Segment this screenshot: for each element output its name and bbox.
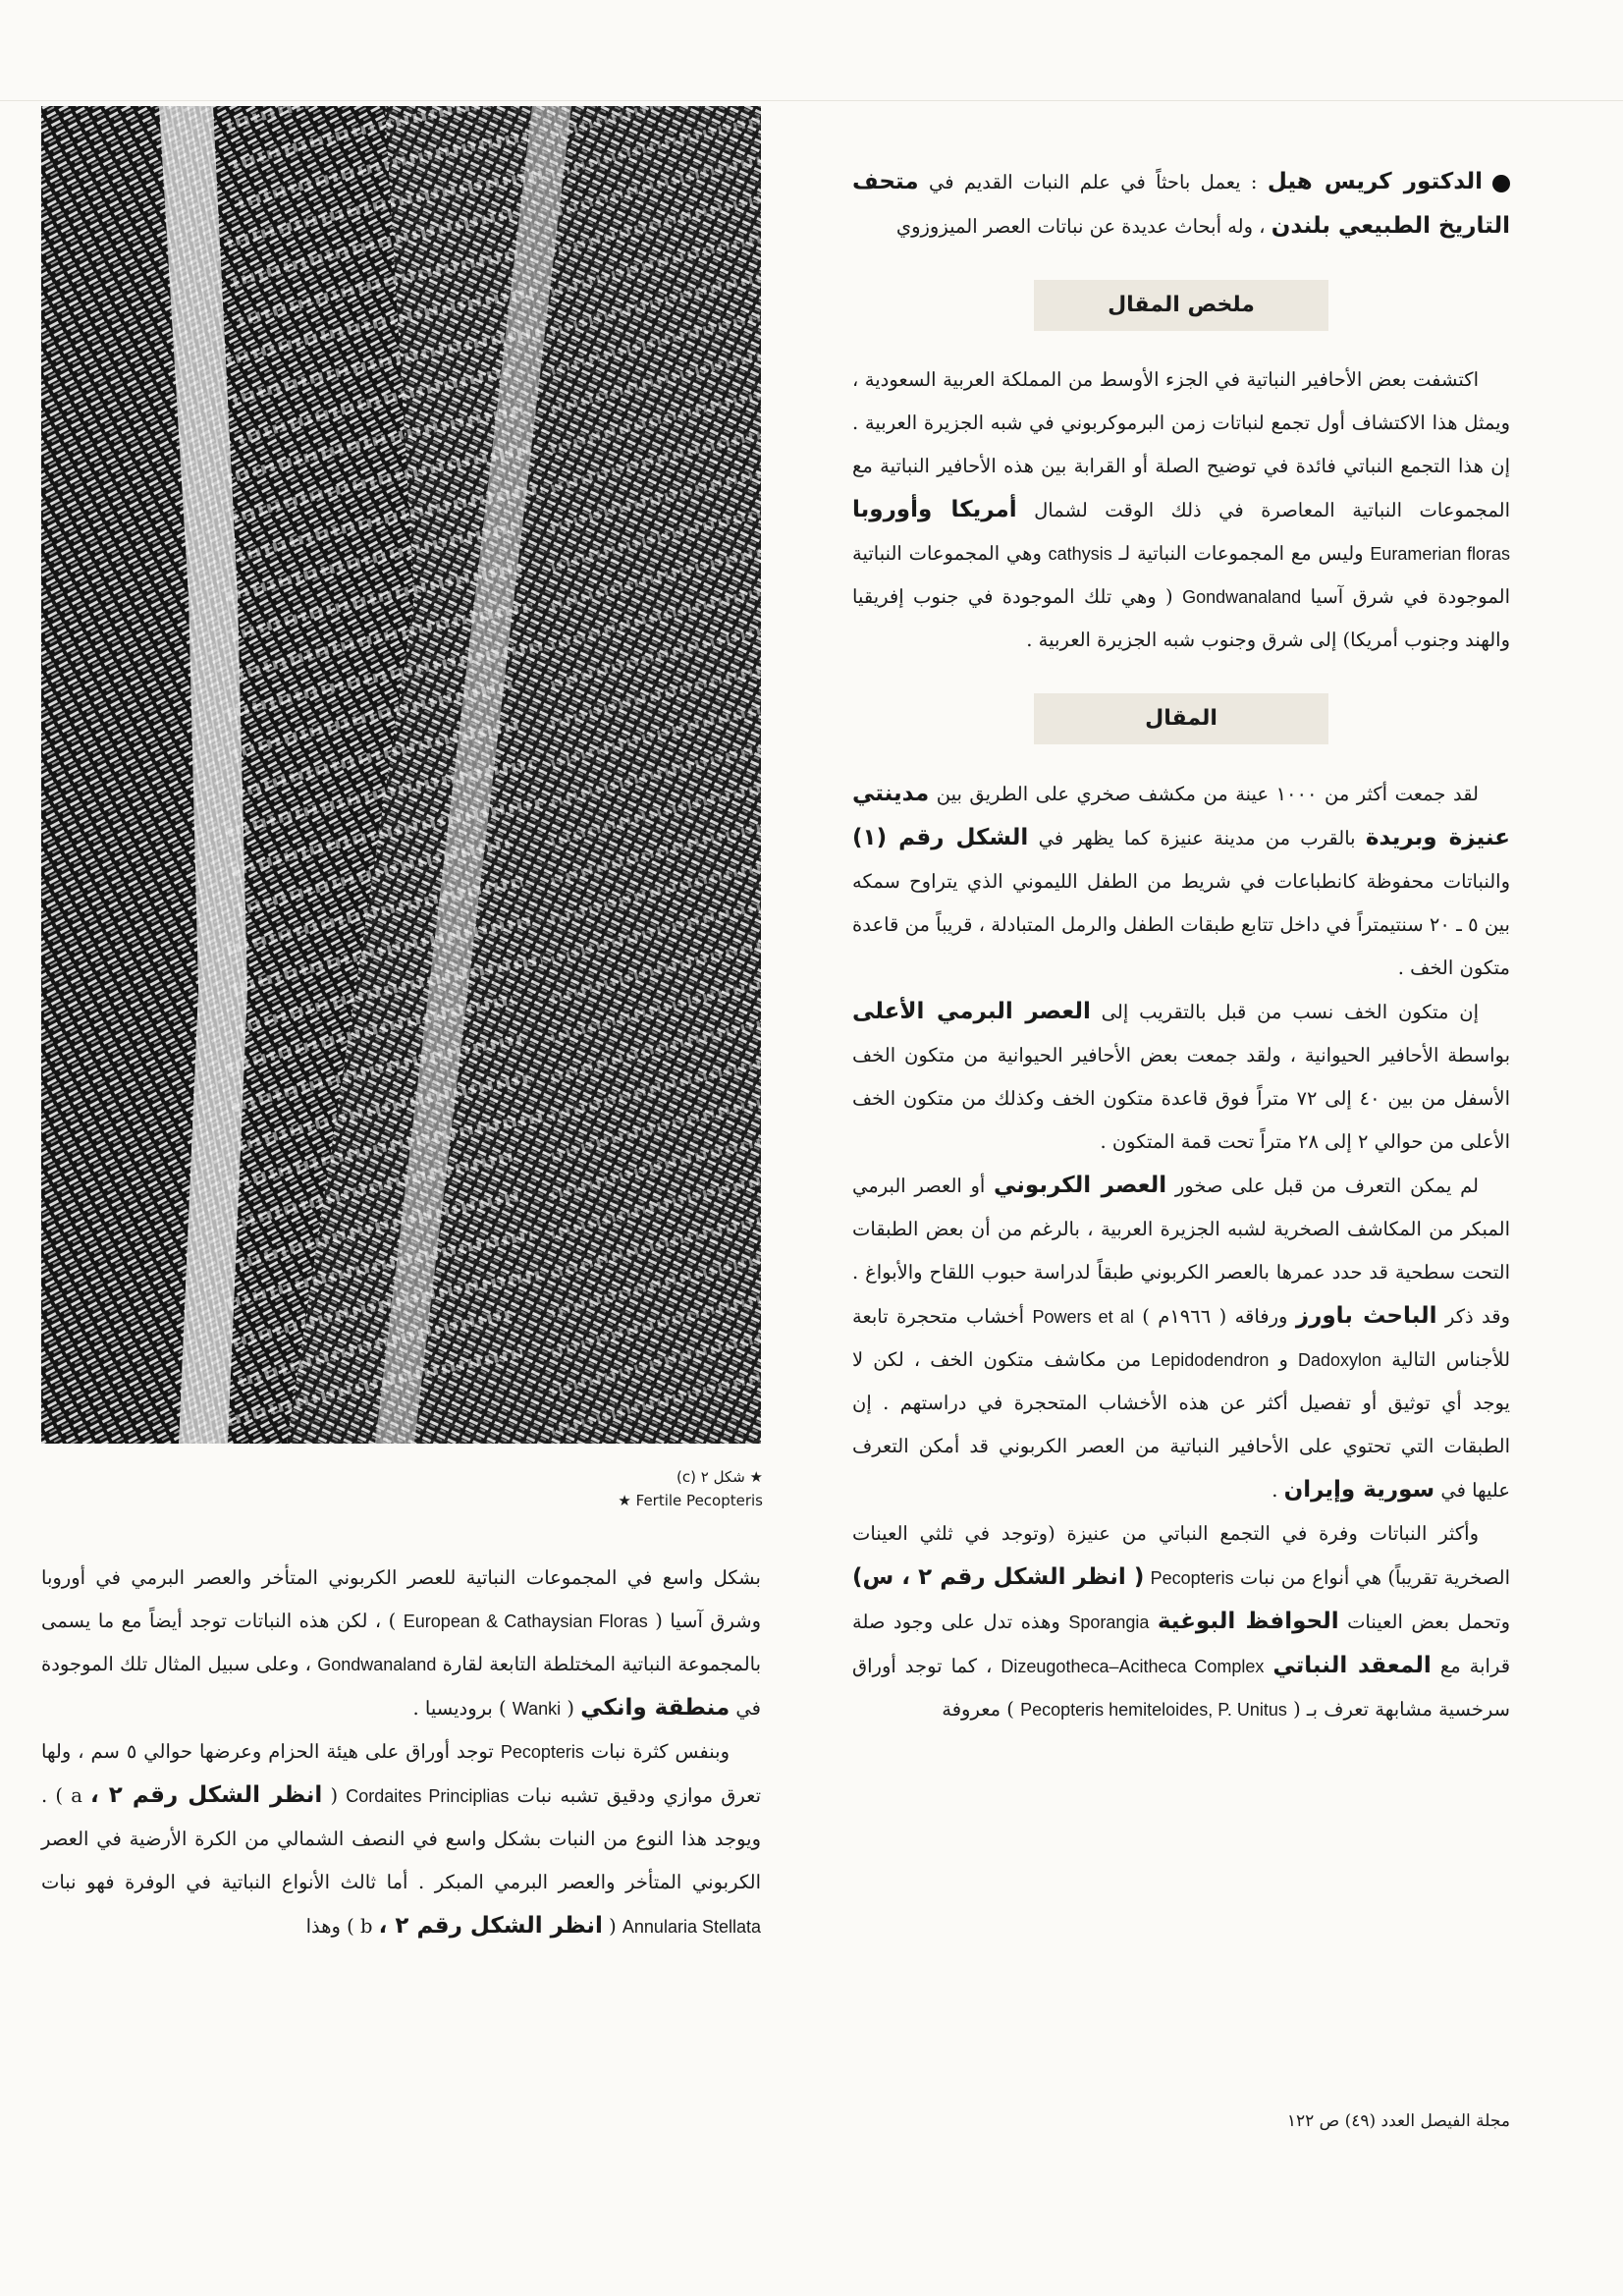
left-paragraph-1: بشكل واسع في المجموعات النباتية للعصر الكربوني المتأخر والعصر البرمي في أوروبا وشرق آسيا ( European & Cathaysian Floras ) ، لكن هذه النباتات توجد أيضاً مع ما يسمى بالمجموعة النباتية المختلطة التابعة لقارة Gondwanaland ، وعلى سبيل المثال تلك الموجودة في منطقة وانكي ( Wanki ) بروديسيا .	[41, 1566, 762, 1721]
bullet-icon	[1492, 175, 1510, 192]
caption-arabic: ★ شكل ٢ (c)	[676, 1468, 763, 1486]
summary-heading: ملخص المقال	[1034, 280, 1328, 331]
article-heading: المقال	[1034, 693, 1328, 744]
figure-caption	[618, 1465, 763, 1512]
page-footer: مجلة الفيصل العدد (٤٩) ص ١٢٢	[1286, 2111, 1510, 2131]
museum-name: متحف التاريخ الطبيعي بلندن	[852, 169, 1510, 239]
author-name: الدكتور كريس هيل	[1267, 169, 1484, 194]
top-rule	[0, 100, 1623, 101]
article-paragraph-3: لم يمكن التعرف من قبل على صخور العصر الكربوني أو العصر البرمي المبكر من المكاشف الصخرية لشبه الجزيرة العربية ، بالرغم من أن بعض الطبقات التحت سطحية قد حدد عمرها بالعصر الكربوني طبقاً لدراسة حبوب اللقاح والأبواغ . وقد ذكر الباحث باورز ورفاقه ( ١٩٦٦م ) Powers et al أخشاب متحجرة تابعة للأجناس التالية Dadoxylon و Lepidodendron من مكاشف متكون الخف ، لكن لا يوجد أي توثيق أو تفصيل أكثر عن هذه الأخشاب المتحجرة في دراستهم . إن الطبقات التي تحتوي على الأحافير النباتية من العصر الكربوني قد أمكن التعرف عليها في سورية وإيران .	[852, 1173, 1511, 1503]
fossil-photo	[41, 106, 761, 1444]
article-paragraph-4: وأكثر النباتات وفرة في التجمع النباتي من عنيزة (وتوجد في ثلثي العينات الصخرية تقريباً) هي أنواع من نبات Pecopteris ( انظر الشكل رقم ٢ ، س) وتحمل بعض العينات الحوافظ البوغية Sporangia وهذه تدل على وجود صلة قرابة مع المعقد النباتي Dizeugotheca–Acitheca Complex ، كما توجد أوراق سرخسية مشابهة تعرف بـ ( Pecopteris hemiteloides, P. Unitus ) معروفة	[852, 1522, 1511, 1721]
article-paragraph-2: إن متكون الخف نسب من قبل بالتقريب إلى العصر البرمي الأعلى بواسطة الأحافير الحيوانية ، ولقد جمعت بعض الأحافير الحيوانية من متكون الخف الأسفل من بين ٤٠ إلى ٧٢ متراً فوق قاعدة متكون الخف وكذلك من متكون الخف الأعلى من حوالي ٢ إلى ٢٨ متراً تحت قمة المتكون .	[852, 999, 1510, 1153]
left-column-text	[41, 1557, 761, 1948]
author-text-1: : يعمل باحثاً في علم النبات القديم في	[928, 171, 1258, 193]
right-column	[852, 160, 1510, 1731]
left-paragraph-2: وبنفس كثرة نبات Pecopteris توجد أوراق على هيئة الحزام وعرضها حوالي ٥ سم ، ولها تعرق موازي ودقيق تشبه نبات Cordaites Principlias ( انظر الشكل رقم ٢ ، a ) . ويوجد هذا النوع من النبات بشكل واسع في النصف الشمالي من الكرة الأرضية في العصر الكربوني المتأخر والعصر البرمي المبكر . أما ثالث الأنواع النباتية في الوفرة فهو نبات Annularia Stellata ( انظر الشكل رقم ٢ ، b ) وهذا	[41, 1740, 762, 1939]
author-text-2: ، وله أبحاث عديدة عن نباتات العصر الميزوزوي	[895, 215, 1266, 238]
caption-english: ★ Fertile Pecopteris	[618, 1492, 763, 1509]
author-note	[852, 160, 1510, 248]
article-paragraph-1: لقد جمعت أكثر من ١٠٠٠ عينة من مكشف صخري على الطريق بين مدينتي عنيزة وبريدة بالقرب من مدينة عنيزة كما يظهر في الشكل رقم (١) والنباتات محفوظة كانطباعات في شريط من الطفل الليموني الذي يتراوح سمكه بين ٥ ـ ٢٠ سنتيمتراً في داخل تتابع طبقات الطفل والرمل المتبادلة ، قريباً من قاعدة متكون الخف .	[852, 781, 1510, 979]
summary-paragraph: اكتشفت بعض الأحافير النباتية في الجزء الأوسط من المملكة العربية السعودية ، ويمثل هذا الاكتشاف أول تجمع لنباتات زمن البرموكربوني في شبه الجزيرة العربية . إن هذا التجمع النباتي فائدة في توضيح الصلة أو القرابة بين هذه الأحافير النباتية مع المجموعات النباتية المعاصرة في ذلك الوقت لشمال أمريكا وأوروبا Euramerian floras وليس مع المجموعات النباتية لـ cathysis وهي المجموعات النباتية الموجودة في شرق آسيا Gondwanaland ( وهي تلك الموجودة في جنوب إفريقيا والهند وجنوب أمريكا) إلى شرق وجنوب شبه الجزيرة العربية .	[852, 368, 1511, 651]
